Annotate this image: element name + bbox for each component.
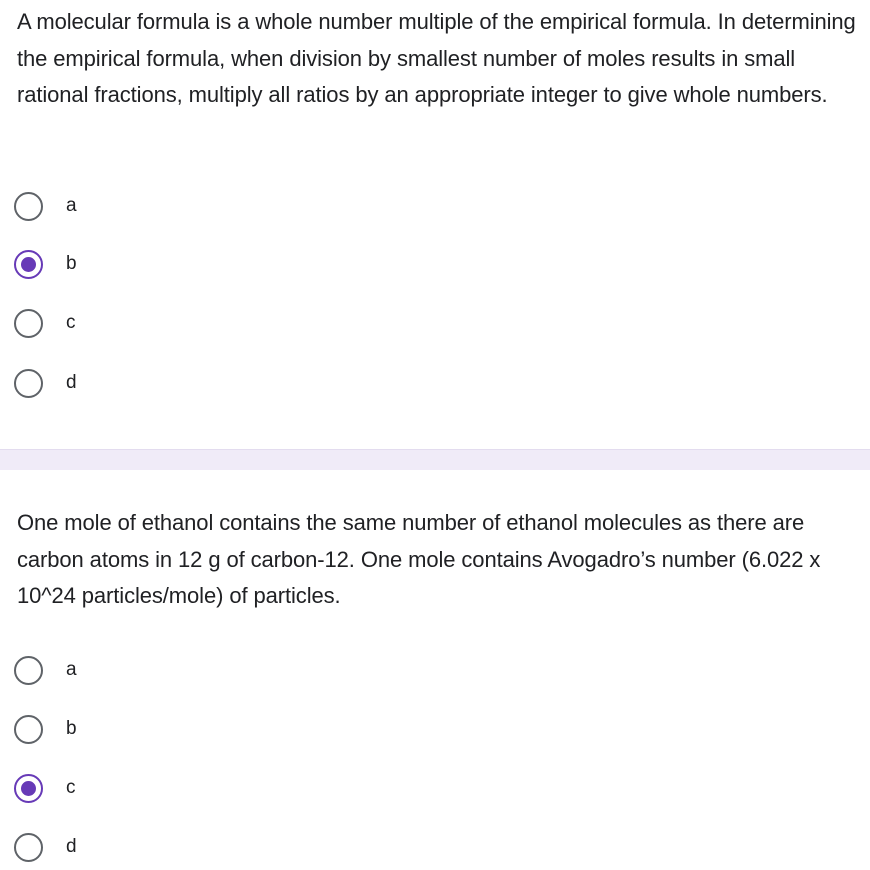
question-1-option-c[interactable] (14, 305, 76, 341)
question-1-text: A molecular formula is a whole number multiple of the empirical formula. In determining the empirical formula, when division by smallest number of moles results in small rational fractions, multiply all ratios by an appropriate integer to give whole numbers. (17, 9, 856, 107)
question-1-option-b[interactable] (14, 246, 77, 282)
radio-button-selected[interactable] (14, 774, 43, 803)
question-2-text: One mole of ethanol contains the same number of ethanol molecules as there are carbon atoms in 12 g of carbon-12. One mole contains Avogadro’s number (6.022 x 10^24 particles/mole) of particles. (17, 510, 821, 608)
option-label: a (66, 195, 77, 216)
question-2-option-b[interactable] (14, 711, 77, 747)
radio-button[interactable] (14, 309, 43, 338)
question-1-option-d[interactable] (14, 365, 77, 401)
radio-button-selected[interactable] (14, 250, 43, 279)
question-1 (0, 0, 870, 393)
option-label: b (66, 718, 77, 739)
option-label: d (66, 836, 77, 857)
question-2-option-c[interactable] (14, 770, 76, 806)
radio-button[interactable] (14, 369, 43, 398)
radio-button[interactable] (14, 833, 43, 862)
question-1-option-a[interactable] (14, 188, 77, 224)
option-label: c (66, 312, 76, 333)
question-2 (0, 470, 870, 857)
radio-button[interactable] (14, 656, 43, 685)
option-label: d (66, 372, 77, 393)
option-label: c (66, 777, 76, 798)
radio-button[interactable] (14, 715, 43, 744)
option-label: b (66, 253, 77, 274)
question-2-option-a[interactable] (14, 652, 77, 688)
option-label: a (66, 659, 77, 680)
radio-button[interactable] (14, 192, 43, 221)
question-2-option-d[interactable] (14, 829, 77, 865)
section-divider (0, 449, 870, 470)
